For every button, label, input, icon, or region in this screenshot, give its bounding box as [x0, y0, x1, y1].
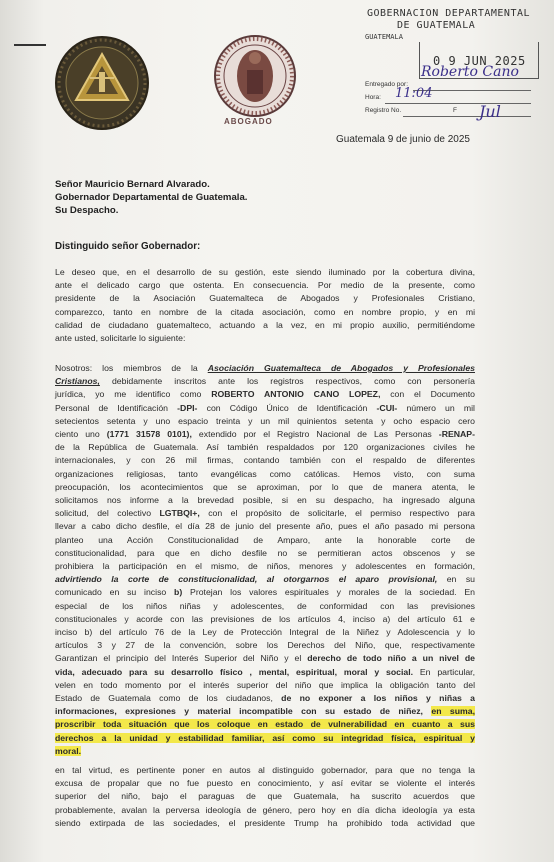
- paragraph-line: ciento uno (1771 31578 0101), extendido por el Registro Nacional de Las Personas -RENAP-: [55, 429, 475, 440]
- addressee-title: Gobernador Departamental de Guatemala.: [55, 192, 248, 203]
- handwritten-signature: Jul: [479, 102, 501, 121]
- paragraph-line: solicitud, del colectivo LGTBQI+, con el propósito de solicitarle, el permiso respectivo para: [55, 508, 475, 519]
- highlighted-text: derechos a la unidad y estabilidad familiar, así como su integridad física, espiritual y: [55, 732, 475, 743]
- paragraph-line: constitucionales y acorde con las previsiones de los artículos 4, inciso a) del artículo 61 e: [55, 613, 475, 624]
- paragraph-line: setecientos setenta y uno espacio treinta y un mil quinientos setenta y ocho espacio cero: [55, 415, 475, 426]
- paragraph-line: [55, 732, 475, 745]
- association-logo: [52, 34, 152, 132]
- paragraph-line: especial de los niños niñas y adolescentes, de conformidad con las previsiones: [55, 600, 475, 611]
- paragraph-line: velen en todo momento por el interés superior del niño que implica la obligación tanto del: [55, 679, 475, 690]
- paragraph-line: Estado de Guatemala como de los ciudadanos, de no exponer a los niños y niñas a: [55, 693, 476, 704]
- paragraph-line: de la República de Guatemala. Así también respaldados por 120 organizaciones civiles he: [55, 442, 475, 453]
- paragraph-line: siendo extirpada de las sociedades, el presidente Trump ha prohibido toda actividad que: [55, 817, 475, 828]
- paragraph-line: preocupación, los acontecimientos que se aproximan, por lo que de manera atenta, le: [55, 481, 475, 492]
- reception-subtitle: DE GUATEMALA: [397, 20, 476, 31]
- entry-label: Entregado por:: [365, 81, 409, 88]
- reception-city: GUATEMALA: [365, 33, 403, 41]
- reception-date: 0 9 JUN 2025: [433, 54, 526, 68]
- reception-title: GOBERNACION DEPARTAMENTAL: [367, 8, 531, 19]
- salutation: Distinguido señor Gobernador:: [55, 241, 201, 252]
- highlighted-text: moral.: [55, 745, 82, 756]
- paragraph-line: superior del niño, bajo el paraguas de que Guatemala, ha suscrito acuerdos que: [55, 791, 475, 802]
- paragraph-line: jurídica, yo me identifico como ROBERTO ANTONIO CANO LOPEZ, con el Documento: [55, 389, 475, 400]
- lawyer-seal-stamp: [210, 30, 300, 122]
- registry-label: Registro No.: [365, 107, 402, 114]
- hour-line: [385, 103, 531, 104]
- paragraph-line: Le deseo que, en el desarrollo de su gestión, este siendo iluminado por la cobertura divina,: [55, 267, 475, 277]
- addressee-office: Su Despacho.: [55, 205, 119, 216]
- paragraph-line: internacionales, y con 26 mil firmas, contando también con el respaldo de diferentes: [55, 455, 475, 466]
- paragraph-line: solicitamos nos informe a la brevedad posible, si en su despacho, ha ingresado alguna: [55, 495, 475, 506]
- paragraph-line: planteo una Acción Constitucionalidad de Amparo, ante la honorable corte de: [55, 534, 475, 545]
- highlighted-text: proscribir toda situación que los coloque en estado de vulnerabilidad en cuanto a sus: [55, 719, 475, 730]
- letter-date: Guatemala 9 de junio de 2025: [336, 134, 470, 145]
- stamp-caption: ABOGADO: [224, 117, 273, 126]
- paragraph-line: llevar a cabo dicho desfile, el día 28 de junio del presente año, pues el año pasado mi persona: [55, 521, 475, 532]
- paragraph-line: inciso b) del artículo 76 de la Ley de Protección Integral de la Niñez y Adolescencia y lo: [55, 627, 475, 638]
- hour-label: Hora:: [365, 94, 381, 101]
- paragraph-line: constitucionalidad, para que en dicho desfile no se permitieran actos obscenos y se: [55, 547, 475, 558]
- handwritten-hour: 11:04: [395, 86, 433, 101]
- paragraph-line: [55, 718, 475, 731]
- handwritten-name: Roberto Cano: [421, 64, 519, 80]
- paragraph-line: artículos 3 y 27 de la convención, sobre los Derechos del Niño, que, respectivamente: [55, 640, 475, 651]
- addressee-block: [55, 178, 247, 217]
- addressee-name: Señor Mauricio Bernard Alvarado.: [55, 179, 210, 190]
- paragraph-line: comunicado en su inciso b) Protejan los valores espirituales y morales de la sociedad. En: [55, 587, 475, 598]
- signer-name: ROBERTO ANTONIO CANO LOPEZ,: [211, 389, 381, 400]
- paragraph-line: en tal virtud, es pertinente poner en autos al distinguido gobernador, para que no tenga la: [55, 765, 475, 775]
- paragraph-line: advirtiendo la corte de constitucionalidad, al otorgarnos el aparo provisional, en su: [55, 574, 475, 585]
- paragraph-line: [55, 745, 475, 758]
- paragraph-line: probablemente, avalan la perversa ideología de género, pero hoy en día dicha ideología ya esta: [55, 804, 475, 815]
- margin-mark: [14, 44, 46, 46]
- paragraph-line: Cristianos, debidamente inscritos ante los registros respectivos, como con personería: [55, 376, 475, 387]
- registry-line: [403, 116, 531, 117]
- paragraph-line: calidad de ciudadano guatemalteco, actuando a la vez, en mi propio auxilio, permitiéndome: [55, 319, 475, 330]
- f-label: F: [453, 107, 457, 114]
- paragraph-line: excusa de propalar que no fue puesto en conocimiento, y así evitar se violente el interés: [55, 778, 475, 789]
- closing-paragraph: [55, 764, 475, 830]
- paragraph-line: prohibiera la participación en el mismo, de niños, menores y adolescentes en formación,: [55, 561, 475, 572]
- paragraph-line: ante usted, solicitarle lo siguiente:: [55, 333, 186, 344]
- paragraph-line: Nosotros: los miembros de la Asociación Guatemalteca de Abogados y Profesionales: [55, 363, 475, 373]
- intro-paragraph: [55, 266, 475, 345]
- highlighted-text: en suma,: [431, 706, 475, 717]
- paragraph-line: informaciones, expresiones y material incompatible con su estado de niñez, en suma,: [55, 706, 475, 717]
- association-name: Asociación Guatemalteca de Abogados y Profesionales: [207, 363, 475, 373]
- paragraph-line: ante el delicado cargo que ostenta. En consecuencia. Por medio de la presente, como: [55, 280, 475, 291]
- paragraph-line: comparezco, tanto en nombre de la citada asociación, como en nombre propio, y en mi: [55, 306, 475, 317]
- paragraph-line: Garantizan el principio del Interés Superior del Niño y el derecho de todo niño a un nivel de: [55, 653, 475, 664]
- paragraph-line: organizaciones religiosas, tanto evangélicas como católicas. Hemos visto, con suma: [55, 468, 475, 479]
- paragraph-line: presidente de la Asociación Guatemalteca de Abogados y Profesionales Cristiano,: [55, 293, 475, 304]
- body-paragraph: [55, 362, 475, 758]
- reception-stamp: [355, 6, 547, 130]
- paragraph-line: vida, adecuado para su desarrollo físico , mental, espiritual, moral y social. En particular,: [55, 666, 475, 677]
- paragraph-line: Personal de Identificación -DPI- con Código Único de Identificación -CUI- número un mil: [55, 402, 475, 413]
